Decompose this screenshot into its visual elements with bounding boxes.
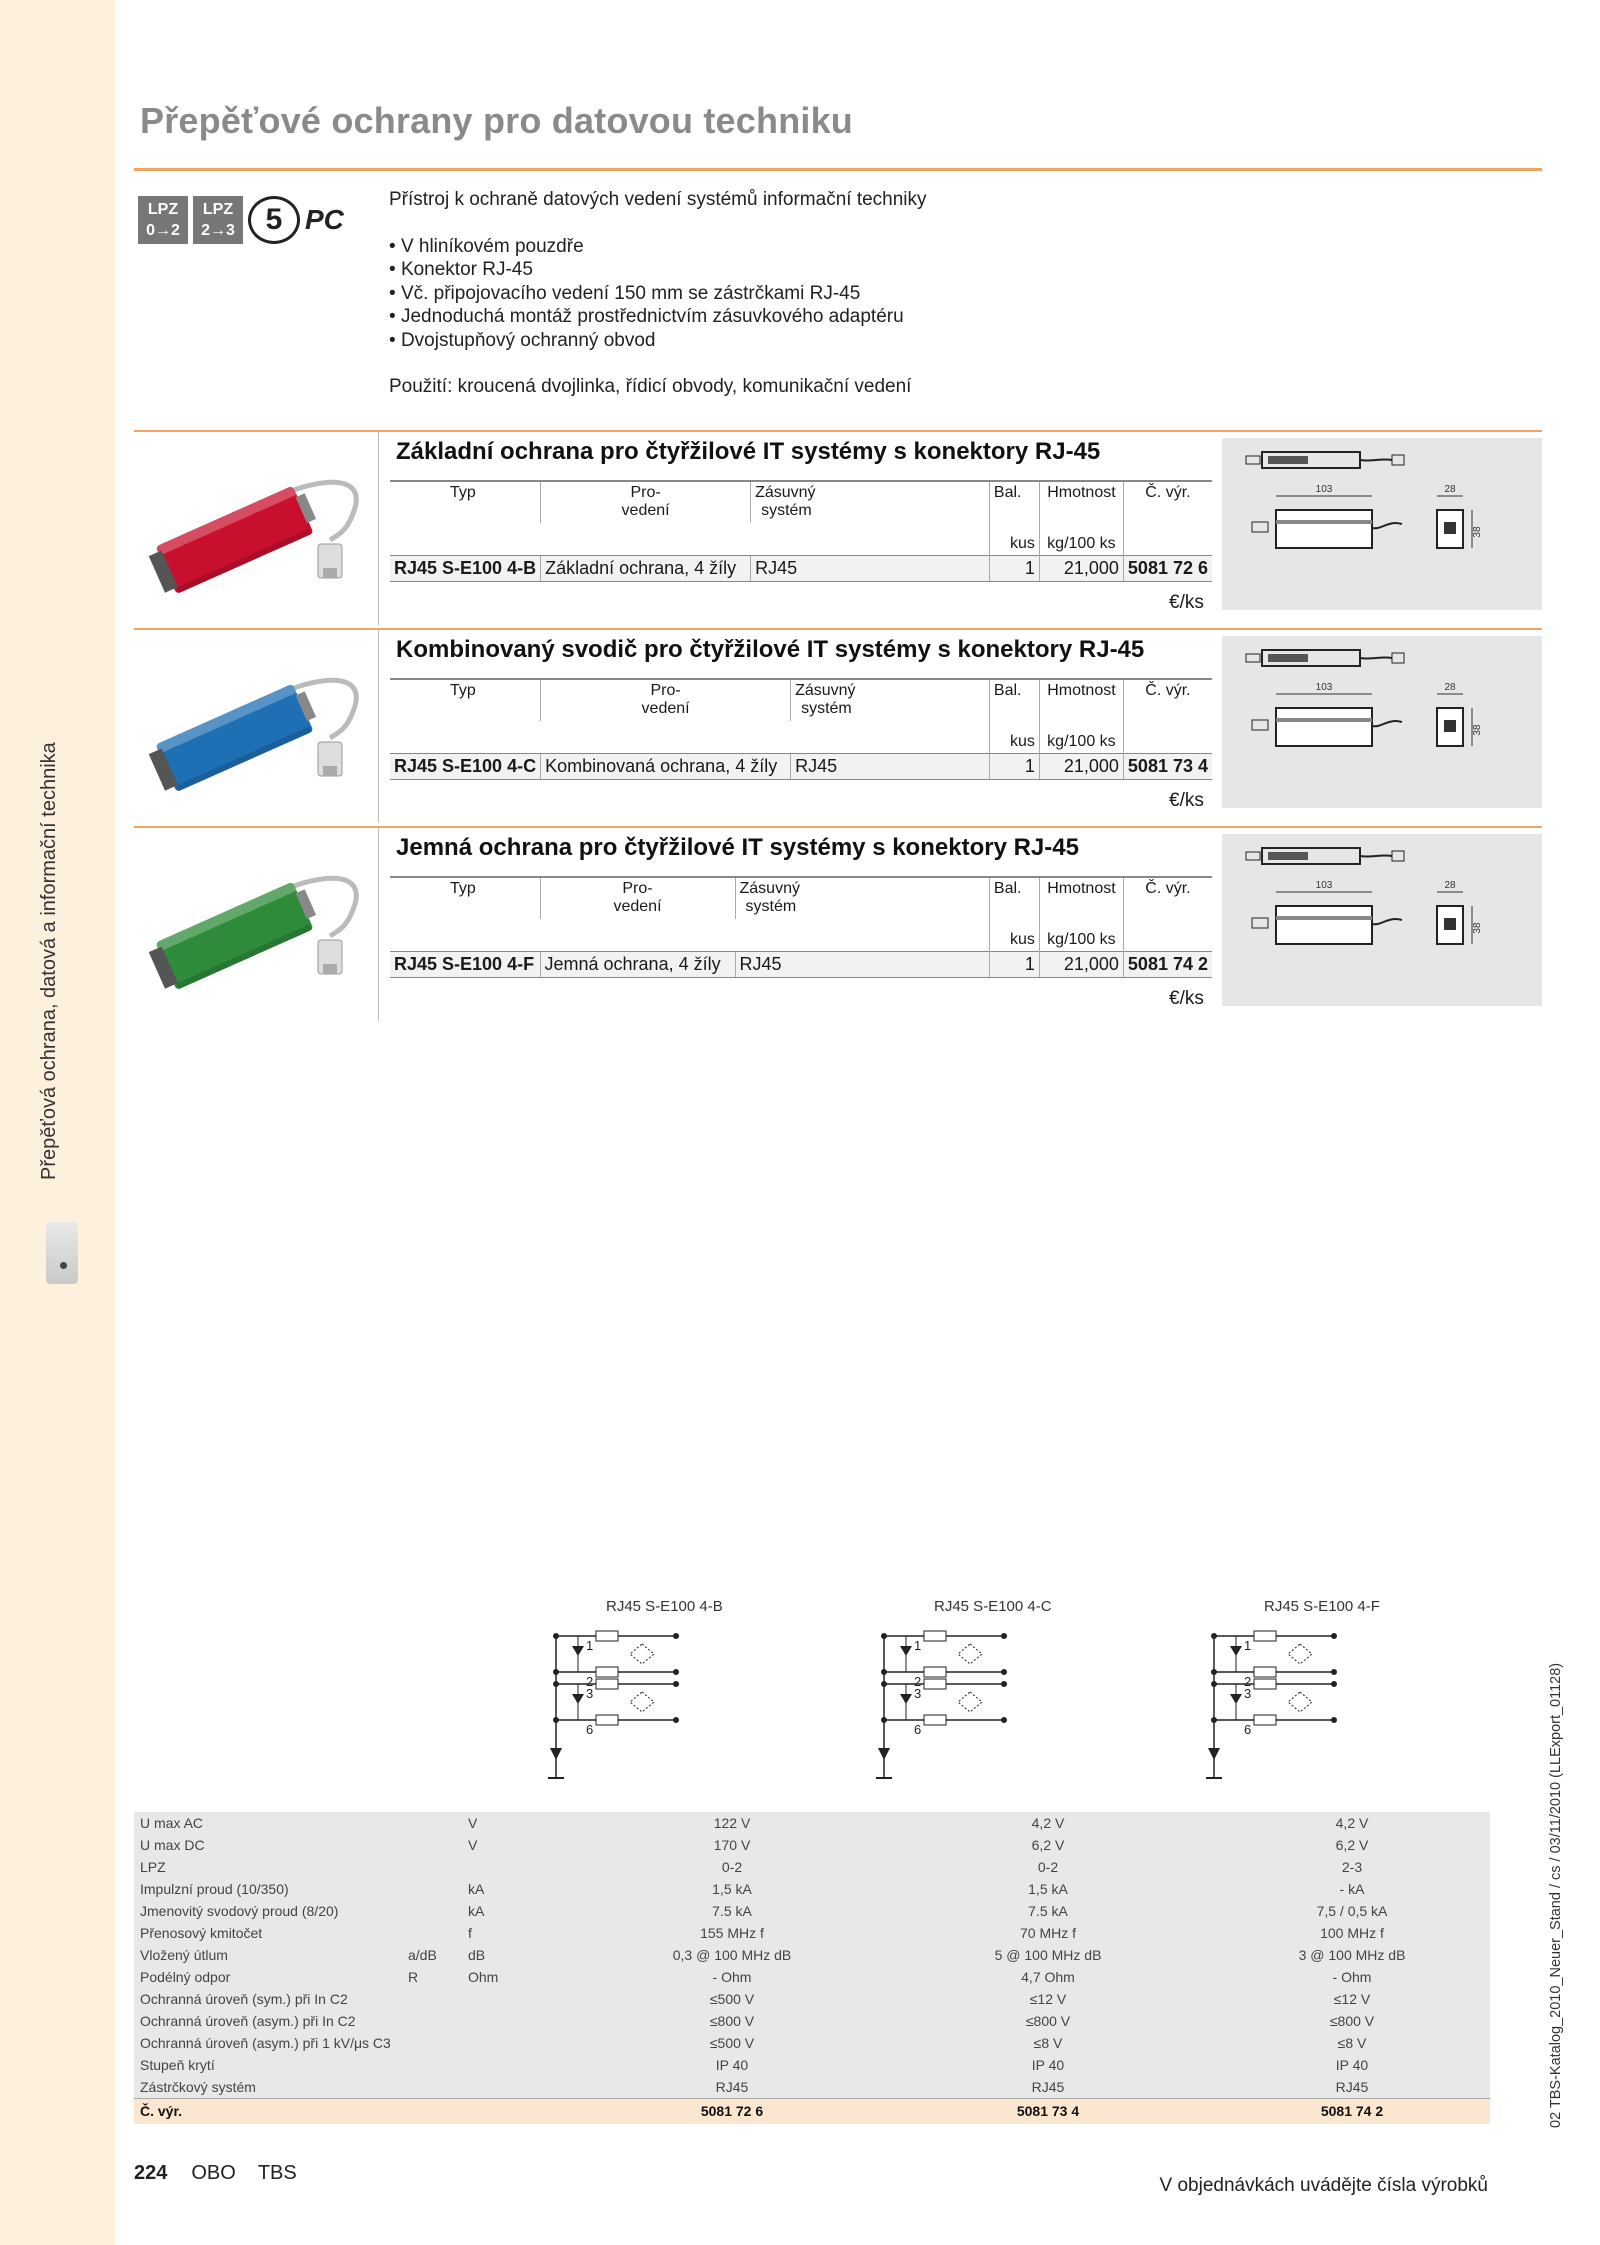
spec-row <box>134 1944 1490 1966</box>
spec-name: Ochranná úroveň (asym.) při In C2 <box>134 2010 402 2032</box>
product-hmotnost: 21,000 <box>1039 555 1123 581</box>
product-section-3 <box>134 826 1542 1021</box>
feature-item: • Jednoduchá montáž prostřednictvím zásuvkového adaptéru <box>389 305 927 329</box>
resistor-symbol <box>596 1667 618 1677</box>
spec-value-f: ≤8 V <box>1214 2032 1490 2054</box>
product-zasuvny: RJ45 <box>791 753 990 779</box>
header-bal: Bal. <box>989 679 1039 721</box>
spec-name: Jmenovitý svodový proud (8/20) <box>134 1900 402 1922</box>
section-rule <box>134 430 1542 432</box>
feature-item: • Vč. připojovacího vedení 150 mm se zástrčkami RJ-45 <box>389 282 927 306</box>
spec-value-c: ≤800 V <box>882 2010 1214 2032</box>
spec-name: Podélný odpor <box>134 1966 402 1988</box>
spec-symbol <box>402 1988 462 2010</box>
header-provedeni: Pro- vedení <box>541 679 791 721</box>
circuit-node <box>1331 1681 1337 1687</box>
diode-symbol <box>572 1694 584 1704</box>
header-bal: Bal. <box>989 481 1039 523</box>
product-provedeni: Základní ochrana, 4 žíly <box>541 555 751 581</box>
spec-value-b: 0-2 <box>582 1856 882 1878</box>
spec-row <box>134 1878 1490 1900</box>
product-bal: 1 <box>989 555 1039 581</box>
spec-row-article <box>134 2098 1490 2124</box>
spec-row <box>134 2076 1490 2098</box>
pin-label: 6 <box>914 1722 922 1737</box>
bridge-symbol <box>1288 1692 1312 1712</box>
spec-name: Impulzní proud (10/350) <box>134 1878 402 1900</box>
spec-value-b: - Ohm <box>582 1966 882 1988</box>
chapter-thumbnail <box>46 1222 78 1284</box>
spec-value-f: ≤12 V <box>1214 1988 1490 2010</box>
header-provedeni: Pro- vedení <box>540 877 735 919</box>
spec-unit <box>462 1856 582 1878</box>
product-typ: RJ45 S-E100 4-F <box>390 951 540 977</box>
spec-symbol <box>402 2054 462 2076</box>
diode-symbol <box>1230 1694 1242 1704</box>
spec-value-f: 4,2 V <box>1214 1812 1490 1834</box>
product-table <box>390 480 1212 582</box>
spec-value-f: 6,2 V <box>1214 1834 1490 1856</box>
spec-value-c: IP 40 <box>882 2054 1214 2076</box>
product-bal: 1 <box>989 951 1039 977</box>
spec-row <box>134 2010 1490 2032</box>
spec-unit <box>462 2010 582 2032</box>
unit-bal: kus <box>989 523 1039 555</box>
circuit-node <box>673 1717 679 1723</box>
pin-label: 6 <box>586 1722 594 1737</box>
header-zasuvny: Zásuvný systém <box>791 679 990 721</box>
brand: OBO <box>191 2162 236 2184</box>
spec-value-c: ≤12 V <box>882 1988 1214 2010</box>
spec-value-b: 155 MHz f <box>582 1922 882 1944</box>
dimension-drawing <box>1222 834 1542 1006</box>
circuit-label-c: RJ45 S-E100 4-C <box>934 1598 1052 1615</box>
unit-hmotnost: kg/100 ks <box>1039 523 1123 555</box>
header-cvyr: Č. výr. <box>1123 679 1212 721</box>
spec-symbol <box>402 1856 462 1878</box>
product-section-1 <box>134 430 1542 625</box>
price-unit: €/ks <box>1169 592 1204 613</box>
price-unit: €/ks <box>1169 790 1204 811</box>
pin-label: 2 <box>1244 1674 1252 1689</box>
unit-bal: kus <box>989 919 1039 951</box>
lpz-badge-0-2: LPZ 0→2 <box>138 196 188 244</box>
header-zasuvny: Zásuvný systém <box>751 481 990 523</box>
product-provedeni: Kombinovaná ochrana, 4 žíly <box>541 753 791 779</box>
svg-text:38: 38 <box>1472 526 1483 538</box>
spec-unit <box>462 2054 582 2076</box>
header-hmotnost: Hmotnost <box>1039 679 1123 721</box>
diode-symbol <box>1230 1646 1242 1656</box>
product-provedeni: Jemná ochrana, 4 žíly <box>540 951 735 977</box>
spec-article-f: 5081 74 2 <box>1214 2098 1490 2124</box>
spec-unit: dB <box>462 1944 582 1966</box>
resistor-symbol <box>1254 1679 1276 1689</box>
product-line: TBS <box>257 2162 297 2184</box>
svg-text:103: 103 <box>1315 682 1333 693</box>
bridge-symbol <box>958 1692 982 1712</box>
spec-row <box>134 1988 1490 2010</box>
spec-symbol <box>402 2032 462 2054</box>
circuit-node <box>673 1669 679 1675</box>
svg-text:38: 38 <box>1472 922 1483 934</box>
spec-unit: kA <box>462 1878 582 1900</box>
spec-value-f: IP 40 <box>1214 2054 1490 2076</box>
bridge-symbol <box>630 1692 654 1712</box>
spec-symbol: a/dB <box>402 1944 462 1966</box>
resistor-symbol <box>1254 1667 1276 1677</box>
pin-label: 1 <box>586 1638 594 1653</box>
spec-symbol <box>402 1834 462 1856</box>
diode-symbol <box>1208 1748 1220 1760</box>
circuit-node <box>1331 1717 1337 1723</box>
spec-unit: V <box>462 1834 582 1856</box>
product-hmotnost: 21,000 <box>1039 951 1123 977</box>
product-table <box>390 876 1212 978</box>
spec-value-f: 3 @ 100 MHz dB <box>1214 1944 1490 1966</box>
pin-label: 2 <box>914 1674 922 1689</box>
lpz-badge-2-3: LPZ 2→3 <box>193 196 243 244</box>
section-rule <box>134 826 1542 828</box>
footer-left <box>134 2162 319 2185</box>
spec-row <box>134 1900 1490 1922</box>
resistor-symbol <box>1254 1715 1276 1725</box>
section-title: Jemná ochrana pro čtyřžilové IT systémy s konektory RJ-45 <box>396 834 1079 861</box>
circuit-node <box>1331 1633 1337 1639</box>
feature-item: • Konektor RJ-45 <box>389 258 927 282</box>
spec-value-c: 4,2 V <box>882 1812 1214 1834</box>
spec-row <box>134 1812 1490 1834</box>
svg-text:28: 28 <box>1444 682 1456 693</box>
spec-value-c: 0-2 <box>882 1856 1214 1878</box>
spec-value-c: ≤8 V <box>882 2032 1214 2054</box>
circuit-diagrams <box>134 1598 1542 1798</box>
spec-row <box>134 2054 1490 2076</box>
spec-symbol <box>402 1812 462 1834</box>
circuit-node <box>1001 1633 1007 1639</box>
spec-row <box>134 1856 1490 1878</box>
spec-value-f: ≤800 V <box>1214 2010 1490 2032</box>
side-chapter-title: Přepěťová ochrana, datová a informační technika <box>38 742 60 1180</box>
pin-label: 6 <box>1244 1722 1252 1737</box>
spec-value-f: 7,5 / 0,5 kA <box>1214 1900 1490 1922</box>
spec-unit: f <box>462 1922 582 1944</box>
resistor-symbol <box>596 1631 618 1641</box>
spec-name: Č. výr. <box>134 2098 582 2124</box>
bridge-symbol <box>1288 1644 1312 1664</box>
bridge-symbol <box>958 1644 982 1664</box>
header-typ: Typ <box>390 481 541 523</box>
feature-item: • V hliníkovém pouzdře <box>389 235 927 259</box>
spec-row <box>134 1834 1490 1856</box>
spec-value-c: 4,7 Ohm <box>882 1966 1214 1988</box>
dimension-drawing <box>1222 636 1542 808</box>
product-table <box>390 678 1212 780</box>
svg-text:103: 103 <box>1315 484 1333 495</box>
spec-value-b: 7.5 kA <box>582 1900 882 1922</box>
footer-note: V objednávkách uvádějte čísla výrobků <box>1159 2175 1488 2196</box>
page-number: 224 <box>134 2162 168 2184</box>
spec-symbol <box>402 1878 462 1900</box>
title-rule <box>134 168 1542 171</box>
spec-article-c: 5081 73 4 <box>882 2098 1214 2124</box>
spec-value-c: 70 MHz f <box>882 1922 1214 1944</box>
spec-unit: Ohm <box>462 1966 582 1988</box>
usage-text: Použití: kroucená dvojlinka, řídicí obvody, komunikační vedení <box>389 376 912 397</box>
header-typ: Typ <box>390 877 540 919</box>
diode-symbol <box>878 1748 890 1760</box>
product-row <box>390 753 1212 779</box>
spec-name: Ochranná úroveň (sym.) při In C2 <box>134 1988 402 2010</box>
unit-bal: kus <box>989 721 1039 753</box>
circuit-node <box>673 1633 679 1639</box>
product-cislo: 5081 73 4 <box>1123 753 1212 779</box>
certification-pc-icon: PC <box>305 204 344 235</box>
svg-text:38: 38 <box>1472 724 1483 736</box>
pin-label: 1 <box>914 1638 922 1653</box>
header-hmotnost: Hmotnost <box>1039 877 1123 919</box>
spec-value-f: 100 MHz f <box>1214 1922 1490 1944</box>
spec-value-b: RJ45 <box>582 2076 882 2098</box>
pin-label: 3 <box>586 1686 594 1701</box>
spec-row <box>134 2032 1490 2054</box>
spec-value-c: 7.5 kA <box>882 1900 1214 1922</box>
resistor-symbol <box>1254 1631 1276 1641</box>
header-zasuvny: Zásuvný systém <box>735 877 989 919</box>
header-cvyr: Č. výr. <box>1123 481 1212 523</box>
svg-text:28: 28 <box>1444 880 1456 891</box>
spec-name: Zástrčkový systém <box>134 2076 402 2098</box>
product-row <box>390 555 1212 581</box>
resistor-symbol <box>924 1715 946 1725</box>
product-typ: RJ45 S-E100 4-C <box>390 753 541 779</box>
circuit-node <box>1001 1681 1007 1687</box>
section-rule <box>134 628 1542 630</box>
spec-symbol <box>402 1922 462 1944</box>
spec-table <box>134 1812 1490 2124</box>
spec-value-c: 6,2 V <box>882 1834 1214 1856</box>
pin-label: 1 <box>1244 1638 1252 1653</box>
circuit-label-f: RJ45 S-E100 4-F <box>1264 1598 1380 1615</box>
spec-symbol <box>402 1900 462 1922</box>
pin-label: 2 <box>586 1674 594 1689</box>
spec-value-f: RJ45 <box>1214 2076 1490 2098</box>
dimension-drawing <box>1222 438 1542 610</box>
spec-article-b: 5081 72 6 <box>582 2098 882 2124</box>
spec-value-c: 1,5 kA <box>882 1878 1214 1900</box>
product-photo <box>140 844 370 994</box>
product-cislo: 5081 74 2 <box>1123 951 1212 977</box>
feature-item: • Dvojstupňový ochranný obvod <box>389 329 927 353</box>
spec-name: Ochranná úroveň (asym.) při 1 kV/μs C3 <box>134 2032 402 2054</box>
pin-label: 3 <box>1244 1686 1252 1701</box>
circuit-node <box>1001 1717 1007 1723</box>
spec-name: LPZ <box>134 1856 402 1878</box>
header-typ: Typ <box>390 679 541 721</box>
spec-name: Stupeň krytí <box>134 2054 402 2076</box>
product-zasuvny: RJ45 <box>751 555 990 581</box>
bridge-symbol <box>630 1644 654 1664</box>
circuit-label-b: RJ45 S-E100 4-B <box>606 1598 723 1615</box>
spec-value-f: 2-3 <box>1214 1856 1490 1878</box>
diode-symbol <box>550 1748 562 1760</box>
section-title: Základní ochrana pro čtyřžilové IT systémy s konektory RJ-45 <box>396 438 1101 465</box>
spec-unit <box>462 2032 582 2054</box>
spec-value-b: 0,3 @ 100 MHz dB <box>582 1944 882 1966</box>
intro-text <box>389 188 927 422</box>
badges <box>138 196 361 244</box>
spec-value-b: 1,5 kA <box>582 1878 882 1900</box>
header-bal: Bal. <box>989 877 1039 919</box>
spec-value-b: 170 V <box>582 1834 882 1856</box>
spec-value-b: 122 V <box>582 1812 882 1834</box>
page-title: Přepěťové ochrany pro datovou techniku <box>140 100 853 141</box>
resistor-symbol <box>924 1631 946 1641</box>
svg-text:103: 103 <box>1315 880 1333 891</box>
resistor-symbol <box>924 1667 946 1677</box>
resistor-symbol <box>596 1679 618 1689</box>
spec-unit: kA <box>462 1900 582 1922</box>
feature-list <box>389 235 927 353</box>
product-zasuvny: RJ45 <box>735 951 989 977</box>
spec-value-c: 5 @ 100 MHz dB <box>882 1944 1214 1966</box>
spec-name: Vložený útlum <box>134 1944 402 1966</box>
product-photo <box>140 646 370 796</box>
spec-symbol <box>402 2010 462 2032</box>
spec-value-f: - Ohm <box>1214 1966 1490 1988</box>
spec-unit <box>462 1988 582 2010</box>
intro-lead: Přístroj k ochraně datových vedení systémů informační techniky <box>389 189 927 210</box>
diode-symbol <box>572 1646 584 1656</box>
pin-label: 3 <box>914 1686 922 1701</box>
resistor-symbol <box>924 1679 946 1689</box>
spec-value-c: RJ45 <box>882 2076 1214 2098</box>
header-provedeni: Pro- vedení <box>541 481 751 523</box>
product-photo <box>140 448 370 598</box>
resistor-symbol <box>596 1715 618 1725</box>
spec-unit: V <box>462 1812 582 1834</box>
circuit-node <box>1331 1669 1337 1675</box>
unit-hmotnost: kg/100 ks <box>1039 721 1123 753</box>
spec-value-b: ≤500 V <box>582 2032 882 2054</box>
spec-name: Přenosový kmitočet <box>134 1922 402 1944</box>
spec-name: U max DC <box>134 1834 402 1856</box>
spec-value-b: ≤500 V <box>582 1988 882 2010</box>
spec-unit <box>462 2076 582 2098</box>
svg-text:28: 28 <box>1444 484 1456 495</box>
spec-value-b: IP 40 <box>582 2054 882 2076</box>
product-section-2 <box>134 628 1542 823</box>
certification-5-icon: 5 <box>248 196 300 244</box>
price-unit: €/ks <box>1169 988 1204 1009</box>
spec-value-f: - kA <box>1214 1878 1490 1900</box>
spec-row <box>134 1922 1490 1944</box>
spec-value-b: ≤800 V <box>582 2010 882 2032</box>
unit-hmotnost: kg/100 ks <box>1039 919 1123 951</box>
spec-symbol <box>402 2076 462 2098</box>
diode-symbol <box>900 1646 912 1656</box>
product-cislo: 5081 72 6 <box>1123 555 1212 581</box>
product-typ: RJ45 S-E100 4-B <box>390 555 541 581</box>
product-row <box>390 951 1212 977</box>
circuit-node <box>1001 1669 1007 1675</box>
circuit-schematics <box>134 1598 1542 1798</box>
circuit-node <box>673 1681 679 1687</box>
spec-row <box>134 1966 1490 1988</box>
spec-symbol: R <box>402 1966 462 1988</box>
header-hmotnost: Hmotnost <box>1039 481 1123 523</box>
product-hmotnost: 21,000 <box>1039 753 1123 779</box>
product-bal: 1 <box>989 753 1039 779</box>
header-cvyr: Č. výr. <box>1123 877 1212 919</box>
spec-name: U max AC <box>134 1812 402 1834</box>
catalog-meta: 02 TBS-Katalog_2010_Neuer_Stand / cs / 03/11/2010 (LLExport_01128) <box>1548 1662 1564 2128</box>
section-title: Kombinovaný svodič pro čtyřžilové IT systémy s konektory RJ-45 <box>396 636 1145 663</box>
diode-symbol <box>900 1694 912 1704</box>
